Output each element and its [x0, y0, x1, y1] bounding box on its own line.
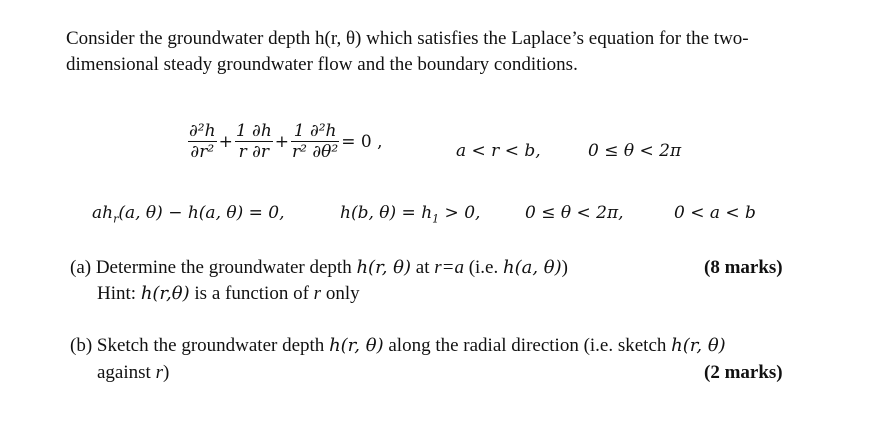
term1-fraction [188, 121, 217, 162]
part-b-math-2: h(r, θ) [671, 335, 726, 356]
term2-numerator: 1 ∂h [235, 121, 272, 141]
angle-condition: 0 ≤ θ < 2π [588, 141, 682, 161]
part-b-r: r [155, 362, 163, 383]
term3-denominator: r² ∂θ² [292, 142, 339, 162]
laplace-equation [188, 121, 385, 162]
bc2-subscript: 1 [432, 212, 440, 226]
intro-line-2: dimensional steady groundwater flow and the boundary conditions. [66, 54, 578, 75]
term2-denominator: r ∂r [235, 141, 273, 162]
part-a-question [70, 256, 568, 280]
bc1-rest: (a, θ) − h(a, θ) = 0, [118, 203, 285, 223]
equation-rhs: = 0 , [341, 131, 383, 152]
hint-r: r [313, 283, 322, 304]
part-a-text-2: at [411, 257, 435, 278]
radial-condition: a < r < b, [456, 141, 541, 161]
part-a-text-3: (i.e. [463, 257, 503, 278]
term2-fraction [235, 121, 273, 162]
term3-numerator: 1 ∂²h [293, 121, 337, 141]
boundary-angle-condition: 0 ≤ θ < 2π, [525, 203, 624, 223]
part-b-against: against [97, 362, 156, 383]
hint-math: h(r,θ) [140, 283, 190, 304]
part-a-math-1: h(r, θ) [356, 257, 412, 278]
part-a-hint [97, 282, 360, 306]
part-b-text-2: along the radial direction (i.e. sketch [383, 335, 672, 356]
term3-fraction [291, 121, 339, 162]
part-a-text-4: ) [561, 257, 568, 278]
part-b-text-1: (b) Sketch the groundwater depth [70, 335, 330, 356]
part-a-marks: (8 marks) [704, 257, 783, 278]
hint-post: only [321, 283, 360, 304]
hint-label: Hint: [97, 283, 141, 304]
bc1-subscript: r [113, 212, 119, 226]
part-a-math-2: h(a, θ) [503, 257, 562, 278]
bc1-lhs: ah [92, 203, 114, 223]
part-a-r-equals-a: r=a [434, 257, 464, 278]
part-a-text-1: (a) Determine the groundwater depth [70, 257, 357, 278]
term1-denominator: ∂r² [188, 141, 217, 162]
hint-text: is a function of [189, 283, 314, 304]
part-b-marks: (2 marks) [704, 362, 783, 383]
plus-sign-2: + [274, 131, 290, 152]
boundary-radius-condition: 0 < a < b [674, 203, 756, 223]
bc2-lhs: h(b, θ) = h [340, 203, 433, 223]
part-b-line-2 [97, 361, 169, 385]
part-b-close: ) [162, 362, 170, 383]
plus-sign-1: + [218, 131, 233, 152]
intro-line-1: Consider the groundwater depth h(r, θ) which satisfies the Laplace’s equation for the two- [66, 28, 749, 49]
term1-numerator: ∂²h [189, 121, 216, 141]
boundary-condition-inner [92, 203, 285, 225]
boundary-condition-outer [340, 203, 480, 225]
bc2-rest: > 0, [439, 203, 481, 223]
part-b-question [70, 334, 726, 358]
part-b-math-1: h(r, θ) [329, 335, 384, 356]
